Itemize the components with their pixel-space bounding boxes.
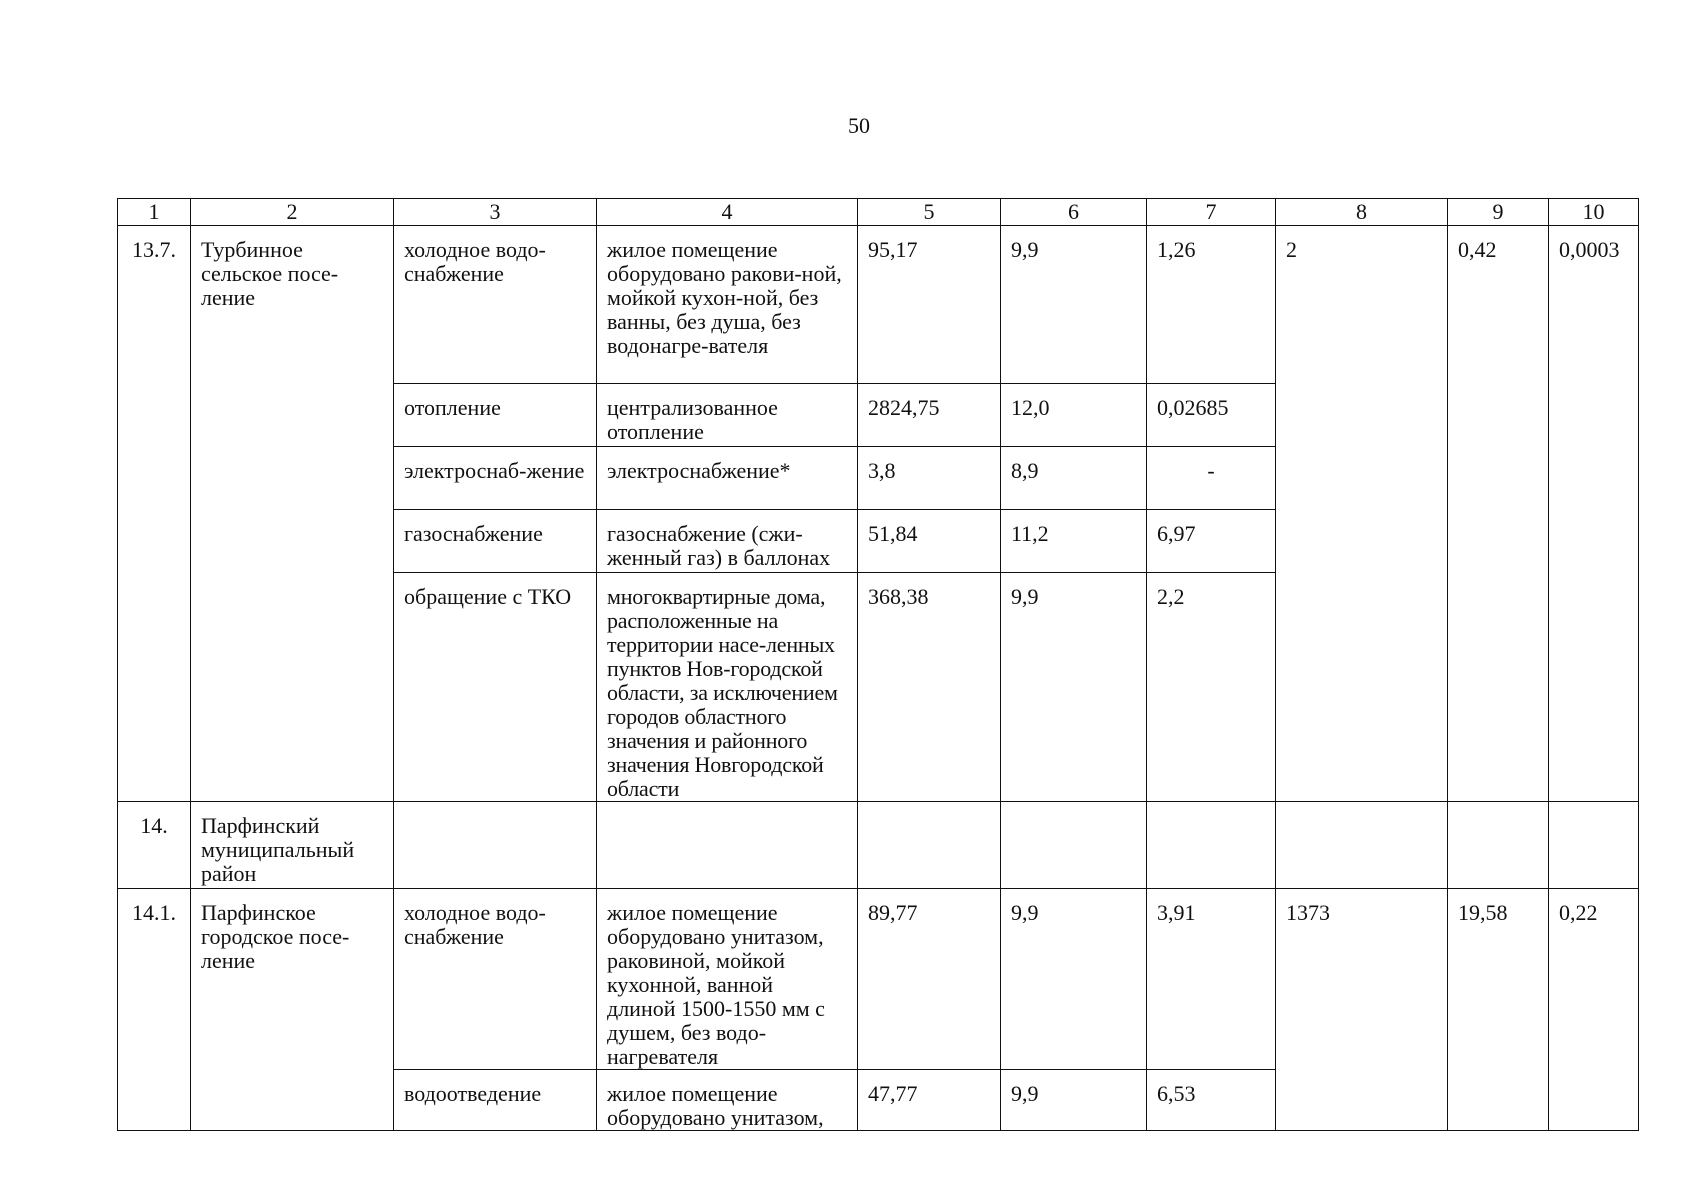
value-col6: 9,9 bbox=[1001, 889, 1147, 1070]
service-name: холодное водо-снабжение bbox=[394, 226, 597, 384]
service-description: жилое помещение оборудовано унитазом, bbox=[597, 1070, 858, 1131]
service-name: отопление bbox=[394, 384, 597, 447]
service-name: водоотведение bbox=[394, 1070, 597, 1131]
header-cell: 3 bbox=[394, 199, 597, 226]
settlement-name: Парфинский муниципальный район bbox=[191, 802, 394, 889]
value-col5: 368,38 bbox=[858, 573, 1001, 802]
header-cell: 6 bbox=[1001, 199, 1147, 226]
table-row bbox=[118, 226, 1639, 384]
settlement-name: Парфинское городское посе-ление bbox=[191, 889, 394, 1131]
value-col7: 3,91 bbox=[1147, 889, 1276, 1070]
page-number: 50 bbox=[848, 113, 870, 138]
value-col5: 47,77 bbox=[858, 1070, 1001, 1131]
value-col8: 1373 bbox=[1276, 889, 1448, 1131]
header-cell: 9 bbox=[1448, 199, 1549, 226]
value-col10: 0,22 bbox=[1549, 889, 1639, 1131]
row-number: 14.1. bbox=[118, 889, 191, 1131]
value-col6: 9,9 bbox=[1001, 573, 1147, 802]
service-description: жилое помещение оборудовано унитазом, раковиной, мойкой кухонной, ванной длиной 1500-1550 мм с душем, без водо-нагревателя bbox=[597, 889, 858, 1070]
value-col6: 8,9 bbox=[1001, 447, 1147, 510]
value-col7: 6,97 bbox=[1147, 510, 1276, 573]
table-row bbox=[118, 889, 1639, 1070]
service-description: электроснабжение* bbox=[597, 447, 858, 510]
empty-cell bbox=[1276, 802, 1448, 889]
header-cell: 10 bbox=[1549, 199, 1639, 226]
value-col6: 9,9 bbox=[1001, 226, 1147, 384]
empty-cell bbox=[1001, 802, 1147, 889]
value-col9: 19,58 bbox=[1448, 889, 1549, 1131]
header-cell: 8 bbox=[1276, 199, 1448, 226]
value-col5: 89,77 bbox=[858, 889, 1001, 1070]
value-col8: 2 bbox=[1276, 226, 1448, 802]
service-description: газоснабжение (сжи-женный газ) в баллонах bbox=[597, 510, 858, 573]
empty-cell bbox=[1448, 802, 1549, 889]
value-col7: - bbox=[1147, 447, 1276, 510]
value-col7: 1,26 bbox=[1147, 226, 1276, 384]
value-col5: 95,17 bbox=[858, 226, 1001, 384]
value-col6: 9,9 bbox=[1001, 1070, 1147, 1131]
value-col7: 0,02685 bbox=[1147, 384, 1276, 447]
value-col7: 6,53 bbox=[1147, 1070, 1276, 1131]
service-name: холодное водо-снабжение bbox=[394, 889, 597, 1070]
empty-cell bbox=[597, 802, 858, 889]
tariff-table bbox=[117, 198, 1639, 1131]
empty-cell bbox=[1549, 802, 1639, 889]
row-number: 14. bbox=[118, 802, 191, 889]
value-col6: 12,0 bbox=[1001, 384, 1147, 447]
service-description: централизованное отопление bbox=[597, 384, 858, 447]
empty-cell bbox=[394, 802, 597, 889]
service-description: жилое помещение оборудовано ракови-ной, мойкой кухон-ной, без ванны, без душа, без водонагре-вателя bbox=[597, 226, 858, 384]
empty-cell bbox=[1147, 802, 1276, 889]
header-cell: 5 bbox=[858, 199, 1001, 226]
table-header-row bbox=[118, 199, 1639, 226]
service-description: многоквартирные дома, расположенные на территории насе-ленных пунктов Нов-городской области, за исключением городов областного значения и районного значения Новгородской области bbox=[597, 573, 858, 802]
settlement-name: Турбинное сельское посе-ление bbox=[191, 226, 394, 802]
value-col5: 2824,75 bbox=[858, 384, 1001, 447]
value-col10: 0,0003 bbox=[1549, 226, 1639, 802]
service-name: электроснаб-жение bbox=[394, 447, 597, 510]
value-col5: 3,8 bbox=[858, 447, 1001, 510]
service-name: газоснабжение bbox=[394, 510, 597, 573]
value-col9: 0,42 bbox=[1448, 226, 1549, 802]
header-cell: 4 bbox=[597, 199, 858, 226]
header-cell: 1 bbox=[118, 199, 191, 226]
empty-cell bbox=[858, 802, 1001, 889]
table-row bbox=[118, 802, 1639, 889]
row-number: 13.7. bbox=[118, 226, 191, 802]
header-cell: 7 bbox=[1147, 199, 1276, 226]
value-col7: 2,2 bbox=[1147, 573, 1276, 802]
value-col6: 11,2 bbox=[1001, 510, 1147, 573]
service-name: обращение с ТКО bbox=[394, 573, 597, 802]
header-cell: 2 bbox=[191, 199, 394, 226]
value-col5: 51,84 bbox=[858, 510, 1001, 573]
